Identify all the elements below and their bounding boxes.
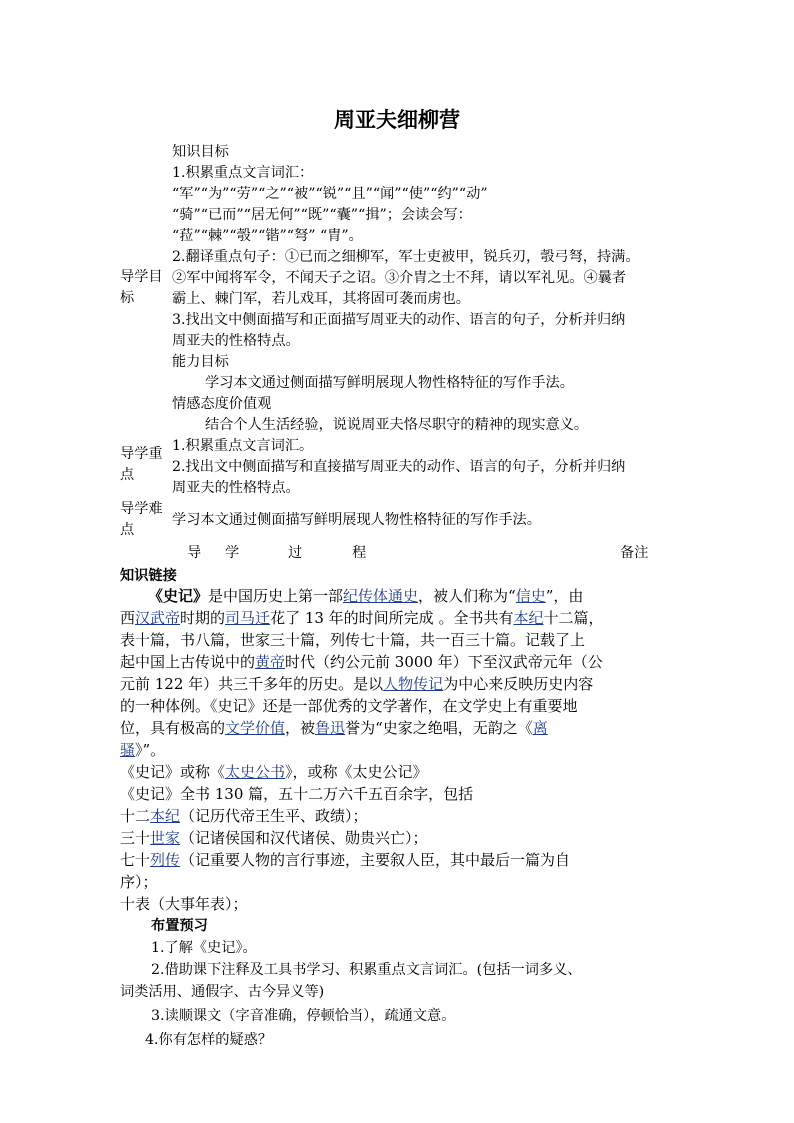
text: 时期的 (180, 609, 226, 627)
text: ”，由 (545, 587, 584, 605)
difficult-label-line2: 点 (120, 522, 135, 538)
link-luxun[interactable]: 鲁迅 (315, 719, 346, 737)
goals-knowledge-heading: 知识目标 (172, 144, 229, 160)
knowledge-para-line6: 的一种体例。《史记》还是一部优秀的文学著作，在文学史上有重要地 (120, 697, 578, 715)
goals-ability-heading: 能力目标 (172, 354, 229, 370)
link-hanwudi[interactable]: 汉武帝 (135, 609, 181, 627)
text: 十二 (120, 807, 151, 825)
knowledge-para-line7 (120, 717, 548, 739)
key-point-1: 1.积累重点文言词汇。 (172, 438, 314, 454)
goals-emotion-text: 结合个人生活经验，说说周亚夫恪尽职守的精神的现实意义。 (205, 417, 589, 433)
knowledge-para-line3: 表十篇，书八篇，世家三十篇，列传七十篇，共一百三十篇。记载了上 (120, 631, 586, 649)
process-header-notes: 备注 (620, 545, 649, 561)
difficult-label (120, 499, 163, 541)
text: 西 (120, 609, 136, 627)
key-point-2-line1: 2.找出文中侧面描写和直接描写周亚夫的动作、语言的句子，分析并归纳 (172, 459, 626, 475)
text: ，被人们称为“ (418, 587, 516, 605)
text: （记诸侯国和汉代诸侯、勋贵兴亡）； (180, 829, 428, 847)
text: （记历代帝王生平、政绩）； (180, 807, 368, 825)
link-benji[interactable]: 本纪 (513, 609, 544, 627)
text: ，被 (285, 719, 316, 737)
key-points-label-line2: 点 (120, 467, 135, 483)
knowledge-para-line4 (120, 651, 603, 673)
link-lisao-part1[interactable]: 离 (532, 719, 548, 737)
process-header-c1: 导 (187, 545, 202, 561)
preview-item-3: 3.读顺课文（字音准确，停顿恰当），疏通文意。 (151, 1008, 456, 1024)
goals-ability-text: 学习本文通过侧面描写鲜明展现人物性格特征的写作手法。 (205, 375, 574, 391)
process-header-c2: 学 (225, 545, 240, 561)
text: 花了 13 年的时间所完成 。全书共有 (270, 609, 514, 627)
goals-label-line2: 标 (120, 290, 135, 306)
shiji-biao-line: 十表（大事年表）； (120, 895, 248, 913)
knowledge-para-line8 (120, 739, 165, 761)
preview-heading: 布置预习 (151, 918, 208, 934)
text: 七十 (120, 851, 151, 869)
text: 位，具有极高的 (120, 719, 226, 737)
goals-vocab-line1: “军”“为”“劳”“之”“被”“锐”“且”“闻”“使”“约”“动” (172, 186, 488, 202)
shiji-shijia-line (120, 827, 428, 849)
text: 时代（约公元前 3000 年）下至汉武帝元年（公 (285, 653, 603, 671)
preview-item-1: 1.了解《史记》。 (151, 940, 257, 956)
knowledge-heading: 知识链接 (120, 568, 177, 584)
shiji-benji-line (120, 805, 368, 827)
shiji-liezhuan-line (120, 849, 570, 871)
difficult-label-line1: 导学难 (120, 501, 163, 517)
knowledge-para-line2 (120, 607, 604, 629)
process-header-c3: 过 (288, 545, 303, 561)
text: 》”。 (135, 741, 166, 759)
goals-item-3-line1: 3.找出文中侧面描写和正面描写周亚夫的动作、语言的句子，分析并归纳 (172, 312, 626, 328)
goals-vocab-line2: “骑”“已而”“居无何”“既”“囊”“揖”；会读会写： (172, 207, 472, 223)
goals-label-line1: 导学目 (120, 269, 163, 285)
goals-label (120, 267, 163, 309)
link-benji-2[interactable]: 本纪 (150, 807, 181, 825)
goals-item-2-line2: ②军中闻将军令，不闻天子之诏。③介胄之士不拜，请以军礼见。④曩者 (172, 270, 627, 286)
text: 三十 (120, 829, 151, 847)
goals-emotion-heading: 情感态度价值观 (172, 396, 272, 412)
shiji-title: 《史记》 (148, 587, 209, 605)
key-point-2-line2: 周亚夫的性格特点。 (172, 480, 300, 496)
text: 《史记》或称《 (120, 763, 226, 781)
link-lisao-part2[interactable]: 骚 (120, 741, 136, 759)
key-points-label (120, 444, 163, 486)
link-huangdi[interactable]: 黄帝 (255, 653, 286, 671)
shiji-alias-line (120, 761, 428, 783)
link-liezhuan[interactable]: 列传 (150, 851, 181, 869)
knowledge-para-line1 (148, 585, 583, 607)
goals-item-2-line3: 霸上、棘门军，若儿戏耳，其将固可袭而虏也。 (172, 291, 470, 307)
goals-item-1: 1.积累重点文言词汇： (172, 165, 314, 181)
text: 》，或称《太史公记》 (285, 763, 428, 781)
preview-item-2-line2: 词类活用、通假字、古今异义等) (120, 984, 325, 1000)
text: 为中心来反映历史内容 (443, 675, 594, 693)
link-jizhuanti[interactable]: 纪传体通史 (343, 587, 419, 605)
page-title: 周亚夫细柳营 (334, 107, 460, 132)
text: 是中国历史上第一部 (208, 587, 344, 605)
shiji-liezhuan-cont: 序）； (120, 873, 158, 891)
link-renwuzhuanji[interactable]: 人物传记 (383, 675, 444, 693)
text: （记重要人物的言行事迹，主要叙人臣，其中最后一篇为自 (180, 851, 571, 869)
shiji-count-line: 《史记》全书 130 篇，五十二万六千五百余字，包括 (120, 785, 474, 803)
link-simaqian[interactable]: 司马迁 (225, 609, 271, 627)
preview-item-2-line1: 2.借助课下注释及工具书学习、积累重点文言词汇。(包括一词多义、 (151, 962, 582, 978)
goals-item-2-line1: 2.翻译重点句子：①已而之细柳军，军士吏被甲，锐兵刃，彀弓弩，持满。 (172, 249, 640, 265)
goals-item-3-line2: 周亚夫的性格特点。 (172, 333, 300, 349)
process-header-c4: 程 (352, 545, 367, 561)
text: 起中国上古传说中的 (120, 653, 256, 671)
goals-vocab-line3: “菈”“棘”“彀”“锴”“弩” “胄”。 (172, 228, 363, 244)
text: 誉为“史家之绝唱，无韵之《 (345, 719, 533, 737)
key-points-label-line1: 导学重 (120, 446, 163, 462)
text: 十二篇， (543, 609, 604, 627)
difficult-text: 学习本文通过侧面描写鲜明展现人物性格特征的写作手法。 (172, 512, 541, 528)
text: 元前 122 年）共三千多年的历史。是以 (120, 675, 384, 693)
link-wenxuejiazhi[interactable]: 文学价值 (225, 719, 286, 737)
link-shijia[interactable]: 世家 (150, 829, 181, 847)
knowledge-para-line5 (120, 673, 593, 695)
link-xinshi[interactable]: 信史 (515, 587, 546, 605)
link-taishigongshu[interactable]: 太史公书 (225, 763, 286, 781)
preview-item-4: 4.你有怎样的疑惑？ (145, 1032, 273, 1048)
